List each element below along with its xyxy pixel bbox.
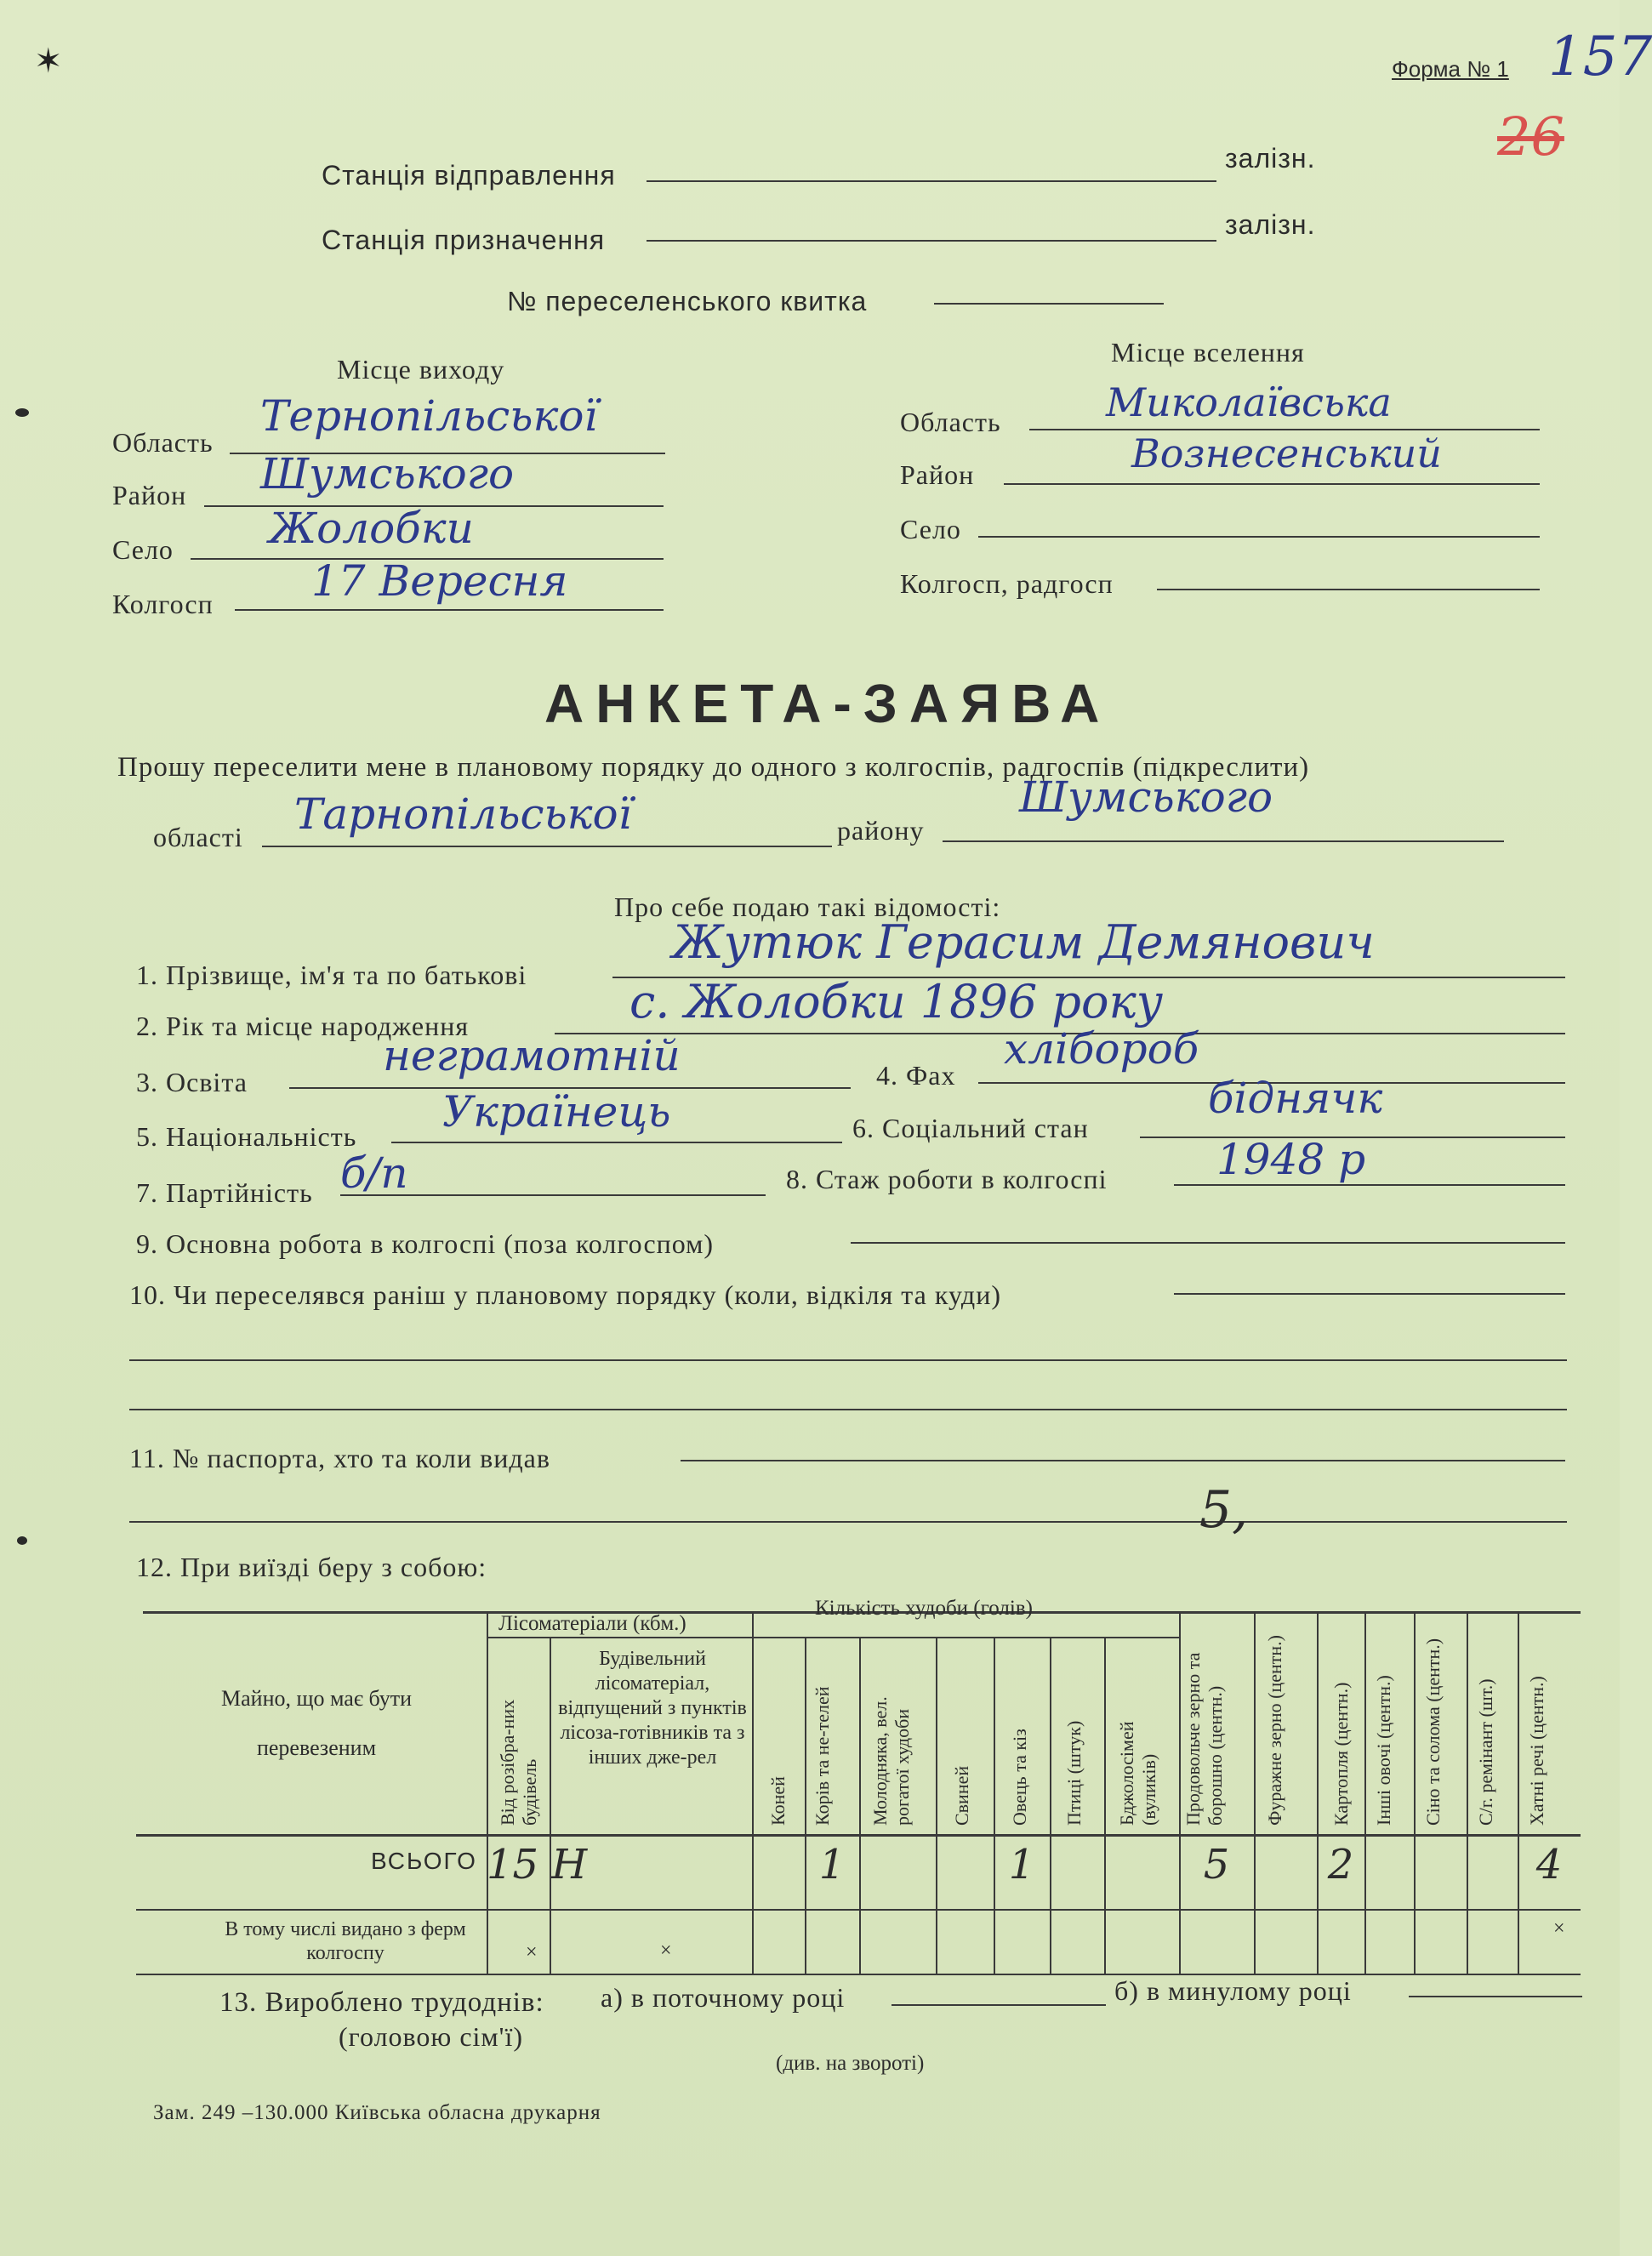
table-column-line [936, 1637, 937, 1974]
destination-oblast-label: Область [900, 407, 1001, 437]
destination-station-label: Станція призначення [322, 225, 606, 255]
field-7-value: б/п [340, 1148, 408, 1198]
table-column-line [859, 1637, 861, 1974]
table-bottom-border [136, 1974, 1581, 1975]
destination-raion-value: Вознесенський [1131, 430, 1442, 476]
table-column-line [1050, 1637, 1051, 1974]
field-9-label: 9. Основна робота в колгоспі (поза колгоспом) [136, 1228, 715, 1259]
request-raion-label: району [837, 815, 925, 846]
table-column-line [752, 1611, 754, 1974]
field-8-line [1174, 1184, 1565, 1186]
field-1-label: 1. Прізвище, ім'я та по батькові [136, 960, 527, 990]
workdays-note: (головою сім'ї) [339, 2021, 523, 2052]
cattle-col-sheep: Овець та кіз [1009, 1729, 1030, 1826]
timber-group-line [487, 1637, 752, 1638]
destination-raion-label: Район [900, 459, 975, 490]
request-oblast-value: Тарнопільської [294, 789, 632, 839]
origin-raion-label: Район [112, 480, 187, 510]
request-raion-value: Шумського [1019, 772, 1273, 822]
field-4-value: хлібороб [1004, 1024, 1199, 1074]
origin-raion-value: Шумського [260, 449, 515, 498]
timber-col-building: Будівельний лісоматеріал, відпущений з пунктів лісоза-готівників та з інших дже-рел [558, 1648, 747, 1769]
form-title: АНКЕТА-ЗАЯВА [544, 673, 1112, 734]
workdays-previous-label: б) в минулому році [1114, 1975, 1352, 2006]
see-back-note: (див. на звороті) [776, 2052, 925, 2075]
field-5-label: 5. Національність [136, 1121, 357, 1152]
col-fodder-grain: Фуражне зерно (центн.) [1264, 1635, 1285, 1826]
issued-cross-household: × [1553, 1917, 1565, 1940]
origin-heading: Місце виходу [337, 354, 505, 385]
origin-selo-value: Жолобки [269, 504, 474, 553]
table-column-line [1104, 1637, 1106, 1974]
destination-oblast-value: Миколаївська [1106, 379, 1392, 425]
field-2-value: с. Жолобки 1896 року [629, 975, 1164, 1028]
departure-station-line [647, 180, 1216, 182]
cattle-col-cows: Корів та не-телей [812, 1686, 833, 1826]
destination-kolhosp-line [1157, 589, 1540, 590]
total-value-cell: 15 Н [487, 1841, 588, 1889]
destination-station-line [647, 240, 1216, 242]
col-other-vegetables: Інші овочі (центн.) [1373, 1675, 1394, 1826]
cattle-col-poultry: Птиці (штук) [1063, 1720, 1085, 1826]
field-2-label: 2. Рік та місце народження [136, 1011, 470, 1041]
origin-kolhosp-line [235, 609, 664, 611]
total-value-cell: 2 [1327, 1841, 1354, 1889]
field-8-value: 1948 р [1216, 1135, 1366, 1184]
field-10-line-c [129, 1409, 1567, 1410]
total-value-cell: 1 [818, 1841, 846, 1889]
table-column-line [1317, 1611, 1319, 1974]
table-column-line [805, 1637, 806, 1974]
col-household: Хатні речі (центн.) [1526, 1676, 1547, 1826]
col-hay-straw: Сіно та солома (центн.) [1422, 1638, 1444, 1826]
cattle-col-horses: Коней [767, 1776, 789, 1826]
field-10-label: 10. Чи переселявся раніш у плановому порядку (коли, відкіля та куди) [129, 1279, 1001, 1310]
total-value-cell: 5 [1203, 1841, 1230, 1889]
table-column-line [550, 1637, 551, 1974]
origin-kolhosp-value: 17 Вересня [311, 556, 568, 606]
col-potatoes: Картопля (центн.) [1330, 1682, 1352, 1826]
departure-rail-suffix: залізн. [1225, 143, 1316, 174]
destination-raion-line [1004, 483, 1540, 485]
total-value-cell: 4 [1535, 1841, 1563, 1889]
table-column-line [1364, 1611, 1366, 1974]
departure-station-label: Станція відправлення [322, 160, 616, 191]
request-text: Прошу переселити мене в плановому порядку до одного з колгоспів, радгоспів (підкреслити) [117, 752, 1310, 783]
field-10-line-a [1174, 1293, 1565, 1295]
origin-selo-label: Село [112, 534, 174, 565]
printer-imprint: Зам. 249 –130.000 Київська обласна друкарня [153, 2101, 601, 2124]
field-5-line [391, 1142, 842, 1143]
destination-heading: Місце вселення [1111, 337, 1305, 367]
field-10-line-b [129, 1359, 1567, 1361]
ticket-number-line [934, 303, 1164, 305]
col-food-grain: Продовольче зерно та борошно (центн.) [1182, 1652, 1226, 1826]
destination-rail-suffix: залізн. [1225, 209, 1316, 240]
timber-col-disassembled: Від розібра-них будівель [497, 1699, 540, 1826]
cattle-group-line [752, 1637, 1179, 1638]
workdays-previous-line [1409, 1996, 1582, 1997]
cattle-group-header: Кількість худоби (голів) [815, 1597, 1033, 1620]
corner-ink-mark: ✶ [34, 42, 63, 80]
issued-cross-timber-2: × [660, 1940, 672, 1962]
workdays-current-label: а) в поточному році [601, 1982, 846, 2013]
field-12-label: 12. При виїзді беру з собою: [136, 1552, 487, 1582]
timber-group-header: Лісоматеріали (кбм.) [498, 1612, 686, 1635]
field-1-value: Жутюк Герасим Демянович [672, 915, 1375, 969]
field-12-mark: 5, [1199, 1480, 1249, 1540]
field-6-value: біднячк [1208, 1074, 1383, 1123]
punch-hole-bottom [17, 1536, 27, 1545]
issued-row-label: В тому числі видано з ферм колгоспу [225, 1918, 466, 1964]
field-9-line [851, 1242, 1565, 1244]
field-4-label: 4. Фах [876, 1060, 956, 1091]
origin-oblast-value: Тернопільської [260, 391, 598, 441]
field-3-value: неграмотній [383, 1031, 681, 1080]
field-6-label: 6. Соціальний стан [852, 1113, 1089, 1143]
table-column-line [1179, 1611, 1181, 1974]
property-header: Майно, що має бути перевезеним [221, 1686, 412, 1760]
workdays-label: 13. Вироблено трудоднів: [219, 1987, 544, 2018]
request-oblast-label: області [153, 822, 243, 852]
ticket-number-label: № переселенського квитка [507, 286, 868, 316]
field-8-label: 8. Стаж роботи в колгоспі [786, 1164, 1108, 1194]
about-heading: Про себе подаю такі відомості: [614, 892, 1001, 922]
request-raion-line [943, 840, 1504, 842]
total-value-cell: 1 [1008, 1841, 1035, 1889]
archive-ink-number: 157 [1548, 26, 1652, 88]
cattle-col-young: Молодняка, вел. рогатої худоби [869, 1696, 913, 1826]
destination-selo-label: Село [900, 514, 961, 544]
punch-hole-top [15, 408, 29, 417]
table-column-line [1254, 1611, 1256, 1974]
origin-kolhosp-label: Колгосп [112, 589, 214, 619]
total-row-label: ВСЬОГО [371, 1848, 477, 1874]
form-number: Форма № 1 [1392, 56, 1509, 82]
col-farm-tools: С/г. ремінант (шт.) [1475, 1678, 1496, 1826]
issued-cross-timber-1: × [526, 1941, 538, 1963]
table-column-line [994, 1637, 995, 1974]
destination-kolhosp-label: Колгосп, радгосп [900, 568, 1114, 599]
field-11-line-b [129, 1521, 1567, 1523]
field-3-label: 3. Освіта [136, 1067, 248, 1097]
field-7-label: 7. Партійність [136, 1177, 313, 1208]
archive-pencil-number: 26 [1497, 105, 1564, 168]
cattle-col-bees: Бджолосімей (вуликів) [1116, 1721, 1159, 1826]
field-11-label: 11. № паспорта, хто та коли видав [129, 1443, 550, 1473]
destination-selo-line [978, 536, 1540, 538]
workdays-current-line [892, 2004, 1106, 2006]
origin-oblast-label: Область [112, 427, 214, 458]
cattle-col-pigs: Свиней [951, 1765, 972, 1826]
field-5-value: Українець [442, 1087, 671, 1137]
request-oblast-line [262, 846, 832, 847]
field-11-line-a [681, 1460, 1565, 1461]
